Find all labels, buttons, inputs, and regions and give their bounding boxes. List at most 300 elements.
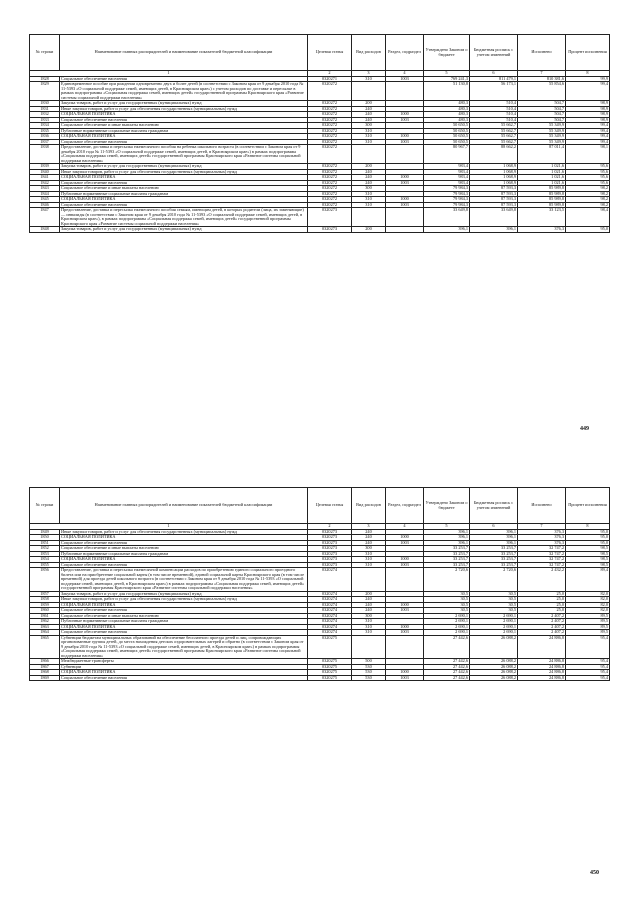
expense-type: 240 (352, 535, 386, 541)
row-name: Социальное обеспечение и иные выплаты населению (60, 186, 308, 192)
col-index: 1 (30, 524, 308, 530)
budget-amount: 510,4 (470, 106, 518, 112)
executed-amount: 504,7 (518, 112, 566, 118)
approved-amount: 30,5 (424, 597, 470, 603)
target-article: 0320272 (308, 106, 352, 112)
percent-value: 99,4 (566, 139, 610, 145)
header-expense-type: Вид расходов (352, 35, 386, 71)
approved-amount: 27 442,6 (424, 664, 470, 670)
expense-type: 300 (352, 546, 386, 552)
executed-amount: 24 886,8 (518, 659, 566, 665)
percent-value: 89,5 (566, 613, 610, 619)
approved-amount: 769 241,3 (424, 76, 470, 82)
percent-value: 95,4 (566, 635, 610, 659)
row-number: 1832 (30, 112, 60, 118)
approved-amount: 396,1 (424, 529, 470, 535)
budget-amount: 2 690,1 (470, 619, 518, 625)
percent-value: 98,2 (566, 191, 610, 197)
executed-amount: 24 886,8 (518, 664, 566, 670)
header-percent: Процент исполнения (566, 488, 610, 524)
executed-amount: 1 021,6 (518, 164, 566, 170)
budget-amount: 33 253,7 (470, 562, 518, 568)
page-number: 449 (580, 426, 589, 432)
percent-value: 99,9 (566, 76, 610, 82)
budget-amount: 87 593,3 (470, 202, 518, 208)
section-code: 1003 (386, 675, 424, 681)
budget-amount: 30,5 (470, 591, 518, 597)
expense-type: 240 (352, 529, 386, 535)
row-number: 1866 (30, 659, 60, 665)
target-article: 0320274 (308, 624, 352, 630)
col-index: 3 (352, 524, 386, 530)
header-executed: Исполнено (518, 488, 566, 524)
budget-amount: 26 088,2 (470, 670, 518, 676)
target-article: 0320275 (308, 635, 352, 659)
percent-value: 98,2 (566, 202, 610, 208)
executed-amount: 25,0 (518, 591, 566, 597)
section-code (386, 82, 424, 101)
row-name: Публичные нормативные социальные выплаты гражданам (60, 191, 308, 197)
expense-type: 310 (352, 624, 386, 630)
row-number: 1830 (30, 101, 60, 107)
target-article: 0320272 (308, 101, 352, 107)
percent-value: 95,0 (566, 529, 610, 535)
row-name: Социальное обеспечение населения (60, 117, 308, 123)
section-code: 1003 (386, 562, 424, 568)
executed-amount: 1 021,6 (518, 180, 566, 186)
expense-type: 310 (352, 197, 386, 203)
approved-amount: 33 253,7 (424, 562, 470, 568)
budget-amount: 56 173,1 (470, 82, 518, 101)
percent-value: 98,5 (566, 557, 610, 563)
row-name: Социальное обеспечение и иные выплаты населению (60, 546, 308, 552)
percent-value: 99,4 (566, 123, 610, 129)
row-number: 1838 (30, 145, 60, 164)
target-article: 0320272 (308, 175, 352, 181)
row-number: 1839 (30, 164, 60, 170)
budget-amount: 2 690,1 (470, 613, 518, 619)
row-name: Социальное обеспечение населения (60, 562, 308, 568)
header-budget-list: Бюджетная роспись с учетом изменений (470, 488, 518, 524)
target-article: 0320272 (308, 112, 352, 118)
section-code: 1000 (386, 602, 424, 608)
col-index: 8 (566, 71, 610, 77)
target-article: 0320274 (308, 630, 352, 636)
approved-amount: 51 130,8 (424, 82, 470, 101)
budget-amount: 55 662,7 (470, 139, 518, 145)
percent-value: 95,6 (566, 180, 610, 186)
header-section: Раздел, подраздел (386, 488, 424, 524)
expense-type: 310 (352, 128, 386, 134)
percent-value: 98,4 (566, 208, 610, 227)
expense-type (352, 82, 386, 101)
expense-type: 200 (352, 164, 386, 170)
percent-value: 82,0 (566, 591, 610, 597)
approved-amount: 50 650,5 (424, 134, 470, 140)
row-name: Закупка товаров, работ и услуг для государственных (муниципальных) нужд (60, 591, 308, 597)
budget-amount: 30,5 (470, 608, 518, 614)
percent-value: 82,0 (566, 597, 610, 603)
header-section: Раздел, подраздел (386, 35, 424, 71)
executed-amount: 2 407,2 (518, 619, 566, 625)
approved-amount: 480,3 (424, 106, 470, 112)
budget-amount: 1 068,9 (470, 180, 518, 186)
row-number: 1858 (30, 597, 60, 603)
percent-value: 95,4 (566, 659, 610, 665)
approved-amount: 33 253,7 (424, 546, 470, 552)
row-name: Иные закупки товаров, работ и услуг для обеспечения государственных (муниципальных) нужд (60, 169, 308, 175)
percent-value: 95,6 (566, 175, 610, 181)
row-name: Социальное обеспечение и иные выплаты населению (60, 613, 308, 619)
budget-amount: 1 068,9 (470, 164, 518, 170)
executed-amount: 1 021,6 (518, 169, 566, 175)
budget-amount: 88 662,2 (470, 145, 518, 164)
row-number: 1841 (30, 175, 60, 181)
executed-amount: 24 886,8 (518, 670, 566, 676)
approved-amount: 983,4 (424, 169, 470, 175)
section-code: 1000 (386, 134, 424, 140)
executed-amount: 1 021,6 (518, 175, 566, 181)
row-name: СОЦИАЛЬНАЯ ПОЛИТИКА (60, 535, 308, 541)
row-name: Закупка товаров, работ и услуг для государственных (муниципальных) нужд (60, 227, 308, 233)
row-name: Социальное обеспечение населения (60, 675, 308, 681)
approved-amount: 79 984,3 (424, 197, 470, 203)
percent-value: 95,0 (566, 535, 610, 541)
header-target: Целевая статья (308, 35, 352, 71)
row-name: Иные закупки товаров, работ и услуг для обеспечения государственных (муниципальных) нужд (60, 529, 308, 535)
row-number: 1828 (30, 76, 60, 82)
row-name: Иные закупки товаров, работ и услуг для обеспечения государственных (муниципальных) нужд (60, 106, 308, 112)
percent-value: 98,9 (566, 112, 610, 118)
expense-type: 530 (352, 664, 386, 670)
col-index: 1 (30, 71, 308, 77)
target-article: 0320272 (308, 191, 352, 197)
executed-amount: 32 747,2 (518, 551, 566, 557)
approved-amount: 33 649,8 (424, 208, 470, 227)
executed-amount: 85 989,8 (518, 191, 566, 197)
table-row (30, 675, 610, 681)
target-article: 0320274 (308, 597, 352, 603)
section-code: 1003 (386, 608, 424, 614)
section-code: 1000 (386, 175, 424, 181)
section-code: 1003 (386, 540, 424, 546)
row-number: 1854 (30, 557, 60, 563)
executed-amount: 25,0 (518, 602, 566, 608)
approved-amount: 27 442,6 (424, 675, 470, 681)
budget-amount: 30,5 (470, 597, 518, 603)
budget-amount: 2 690,1 (470, 624, 518, 630)
row-name: Межбюджетные трансферты (60, 659, 308, 665)
percent-value: 95,0 (566, 227, 610, 233)
target-article: 0320274 (308, 613, 352, 619)
approved-amount: 33 253,7 (424, 557, 470, 563)
target-article: 0320273 (308, 208, 352, 227)
expense-type (352, 635, 386, 659)
section-code: 1003 (386, 202, 424, 208)
table-row (30, 227, 610, 233)
expense-type: 310 (352, 562, 386, 568)
header-budget-list: Бюджетная роспись с учетом изменений (470, 35, 518, 71)
budget-amount: 811 479,1 (470, 76, 518, 82)
header-approved: Утверждено Законом о бюджете (424, 488, 470, 524)
section-code: 1000 (386, 197, 424, 203)
section-code: 1003 (386, 117, 424, 123)
header-name: Наименование главных распорядителей и наименование показателей бюджетной классификации (60, 488, 308, 524)
expense-type: 310 (352, 557, 386, 563)
row-number: 1860 (30, 608, 60, 614)
executed-amount: 504,7 (518, 106, 566, 112)
table-row (30, 635, 610, 659)
executed-amount: 85 989,8 (518, 186, 566, 192)
budget-amount: 26 088,2 (470, 664, 518, 670)
executed-amount: 87 011,4 (518, 145, 566, 164)
expense-type (352, 145, 386, 164)
percent-value: 98,9 (566, 117, 610, 123)
target-article: 0320274 (308, 608, 352, 614)
row-number: 1856 (30, 568, 60, 592)
row-number: 1848 (30, 227, 60, 233)
executed-amount: 55 349,9 (518, 123, 566, 129)
row-name: Субвенции (60, 664, 308, 670)
row-number: 1840 (30, 169, 60, 175)
budget-amount: 510,4 (470, 117, 518, 123)
executed-amount: 376,3 (518, 540, 566, 546)
budget-amount: 1 068,9 (470, 175, 518, 181)
budget-amount: 33 649,8 (470, 208, 518, 227)
expense-type: 310 (352, 76, 386, 82)
row-number: 1829 (30, 82, 60, 101)
percent-value: 95,0 (566, 540, 610, 546)
percent-value: 89,5 (566, 624, 610, 630)
header-executed: Исполнено (518, 35, 566, 71)
expense-type: 240 (352, 106, 386, 112)
target-article: 0320272 (308, 169, 352, 175)
row-number: 1849 (30, 529, 60, 535)
budget-amount: 87 593,3 (470, 197, 518, 203)
table-header-row (30, 488, 610, 524)
budget-amount: 2 690,1 (470, 630, 518, 636)
col-index: 5 (424, 524, 470, 530)
executed-amount: 32 747,2 (518, 557, 566, 563)
row-number: 1853 (30, 551, 60, 557)
executed-amount: 24 886,8 (518, 675, 566, 681)
section-code: 1003 (386, 139, 424, 145)
row-number: 1834 (30, 123, 60, 129)
row-number: 1847 (30, 208, 60, 227)
budget-amount: 33 253,7 (470, 546, 518, 552)
row-number: 1859 (30, 602, 60, 608)
executed-amount: 810 381,6 (518, 76, 566, 82)
percent-value: 98,5 (566, 546, 610, 552)
row-name: Публичные нормативные социальные выплаты гражданам (60, 551, 308, 557)
executed-amount: 55 854,6 (518, 82, 566, 101)
executed-amount: 85 989,8 (518, 202, 566, 208)
expense-type: 240 (352, 597, 386, 603)
target-article: 0320271 (308, 76, 352, 82)
header-name: Наименование главных распорядителей и наименование показателей бюджетной классификации (60, 35, 308, 71)
expense-type: 310 (352, 191, 386, 197)
budget-amount: 87 593,3 (470, 191, 518, 197)
budget-amount: 55 662,7 (470, 128, 518, 134)
executed-amount: 2 432,2 (518, 568, 566, 592)
col-index: 5 (424, 71, 470, 77)
target-article: 0320273 (308, 562, 352, 568)
section-code: 1000 (386, 112, 424, 118)
expense-type: 240 (352, 602, 386, 608)
col-index: 2 (308, 71, 352, 77)
approved-amount: 30,5 (424, 608, 470, 614)
row-number: 1869 (30, 675, 60, 681)
approved-amount: 396,1 (424, 540, 470, 546)
row-number: 1831 (30, 106, 60, 112)
expense-type: 240 (352, 180, 386, 186)
target-article: 0320274 (308, 568, 352, 592)
percent-value: 89,4 (566, 568, 610, 592)
executed-amount: 504,7 (518, 117, 566, 123)
expense-type: 310 (352, 139, 386, 145)
row-name: Закупка товаров, работ и услуг для государственных (муниципальных) нужд (60, 101, 308, 107)
col-index: 7 (518, 524, 566, 530)
target-article: 0320272 (308, 82, 352, 101)
row-name: Публичные нормативные социальные выплаты гражданам (60, 128, 308, 134)
target-article: 0320273 (308, 540, 352, 546)
target-article: 0320272 (308, 186, 352, 192)
row-name: СОЦИАЛЬНАЯ ПОЛИТИКА (60, 670, 308, 676)
approved-amount: 480,3 (424, 112, 470, 118)
section-code: 1003 (386, 76, 424, 82)
percent-value: 89,5 (566, 619, 610, 625)
row-name: Субвенции бюджетам муниципальных образований на обеспечение бесплатного проезда детей и лиц, сопровождающих организованные группы детей, до места нахождения детских оздоровительных лагерей и обратно (в соответствии с Законом края от 9 декабря 2010 года № 11-5393 «О социальной поддержке семей, имеющих детей, в Красноярском крае») в рамках подпрограммы «Социальная поддержка семей, имеющих детей» государственной программы Красноярского края «Развитие системы социальной поддержки населения» (60, 635, 308, 659)
approved-amount: 50 650,5 (424, 128, 470, 134)
target-article: 0320272 (308, 145, 352, 164)
executed-amount: 25,0 (518, 597, 566, 603)
budget-table-page-449 (29, 34, 610, 233)
row-name: Социальное обеспечение населения (60, 202, 308, 208)
percent-value: 99,4 (566, 134, 610, 140)
target-article: 0320274 (308, 591, 352, 597)
row-name: СОЦИАЛЬНАЯ ПОЛИТИКА (60, 175, 308, 181)
row-name: Предоставление, доставка и пересылка ежемесячного пособия семьям, имеющим детей, в которых родители (лица, их заменяющие) — инвалиды (в соответствии с Законом края от 9 декабря 2010 года № 11-5393 «О социальной поддержке семей, имеющих детей, в Красноярском крае»), в рамках подпрограммы «Социальная поддержка семей, имеющих детей» государственной программы Красноярского края «Развитие системы социальной поддержки населения» (60, 208, 308, 227)
target-article: 0320272 (308, 128, 352, 134)
row-name: Иные закупки товаров, работ и услуг для обеспечения государственных (муниципальных) нужд (60, 597, 308, 603)
approved-amount: 79 984,3 (424, 202, 470, 208)
header-percent: Процент исполнения (566, 35, 610, 71)
executed-amount: 32 747,2 (518, 562, 566, 568)
row-number: 1837 (30, 139, 60, 145)
row-name: Социальное обеспечение и иные выплаты населению (60, 123, 308, 129)
target-article: 0320272 (308, 134, 352, 140)
percent-value: 98,2 (566, 186, 610, 192)
approved-amount: 480,3 (424, 101, 470, 107)
expense-type: 310 (352, 551, 386, 557)
percent-value: 98,2 (566, 197, 610, 203)
expense-type: 200 (352, 101, 386, 107)
row-name: Социальное обеспечение населения (60, 180, 308, 186)
row-number: 1836 (30, 134, 60, 140)
page-number: 450 (590, 870, 599, 876)
approved-amount: 2 690,1 (424, 619, 470, 625)
row-number: 1835 (30, 128, 60, 134)
expense-type: 300 (352, 186, 386, 192)
budget-amount: 87 593,3 (470, 186, 518, 192)
approved-amount: 80 967,7 (424, 145, 470, 164)
approved-amount: 2 690,1 (424, 624, 470, 630)
row-number: 1844 (30, 191, 60, 197)
percent-value: 98,9 (566, 101, 610, 107)
row-number: 1857 (30, 591, 60, 597)
percent-value: 95,6 (566, 169, 610, 175)
header-target: Целевая статья (308, 488, 352, 524)
approved-amount: 2 690,1 (424, 613, 470, 619)
row-number: 1861 (30, 613, 60, 619)
executed-amount: 32 747,2 (518, 546, 566, 552)
target-article: 0320272 (308, 117, 352, 123)
budget-amount: 55 662,7 (470, 134, 518, 140)
percent-value: 95,4 (566, 675, 610, 681)
approved-amount: 2 720,6 (424, 568, 470, 592)
row-number: 1846 (30, 202, 60, 208)
row-name: Предоставление, доставка и пересылка ежемесячного пособия на ребенка школьного возраста (в соответствии с Законом края от 9 декабря 2010 года № 11-5393 «О социальной поддержке семей, имеющих детей, в Красноярском крае») в рамках подпрограммы «Социальная поддержка семей, имеющих детей» государственной программы Красноярского края «Развитие системы социальной поддержки населения» (60, 145, 308, 164)
expense-type: 500 (352, 659, 386, 665)
approved-amount: 79 984,3 (424, 186, 470, 192)
table-row (30, 145, 610, 164)
expense-type: 240 (352, 608, 386, 614)
expense-type: 200 (352, 227, 386, 233)
col-index: 7 (518, 71, 566, 77)
row-number: 1865 (30, 635, 60, 659)
approved-amount: 30,5 (424, 602, 470, 608)
row-name: Закупка товаров, работ и услуг для государственных (муниципальных) нужд (60, 164, 308, 170)
row-name: Социальное обеспечение населения (60, 608, 308, 614)
row-name: Социальное обеспечение населения (60, 540, 308, 546)
row-number: 1864 (30, 630, 60, 636)
target-article: 0320272 (308, 180, 352, 186)
approved-amount: 33 253,7 (424, 551, 470, 557)
budget-amount: 26 088,2 (470, 635, 518, 659)
row-name: Публичные нормативные социальные выплаты гражданам (60, 619, 308, 625)
target-article: 0320273 (308, 546, 352, 552)
row-number: 1867 (30, 664, 60, 670)
percent-value: 99,4 (566, 128, 610, 134)
percent-value: 95,4 (566, 670, 610, 676)
target-article: 0320272 (308, 197, 352, 203)
executed-amount: 85 989,8 (518, 197, 566, 203)
section-code (386, 635, 424, 659)
col-index: 6 (470, 524, 518, 530)
budget-amount: 510,4 (470, 101, 518, 107)
target-article: 0320275 (308, 659, 352, 665)
row-number: 1855 (30, 562, 60, 568)
row-name: СОЦИАЛЬНАЯ ПОЛИТИКА (60, 602, 308, 608)
approved-amount: 79 984,3 (424, 191, 470, 197)
header-approved: Утверждено Законом о бюджете (424, 35, 470, 71)
budget-amount: 2 720,6 (470, 568, 518, 592)
budget-amount: 33 253,7 (470, 557, 518, 563)
target-article: 0320274 (308, 619, 352, 625)
budget-amount: 396,1 (470, 535, 518, 541)
section-code (386, 208, 424, 227)
target-article: 0320275 (308, 670, 352, 676)
executed-amount: 2 407,2 (518, 613, 566, 619)
executed-amount: 2 407,2 (518, 624, 566, 630)
target-article: 0320275 (308, 664, 352, 670)
expense-type: 530 (352, 675, 386, 681)
executed-amount: 376,3 (518, 535, 566, 541)
expense-type: 240 (352, 540, 386, 546)
budget-amount: 33 253,7 (470, 551, 518, 557)
header-expense-type: Вид расходов (352, 488, 386, 524)
target-article: 0320272 (308, 202, 352, 208)
